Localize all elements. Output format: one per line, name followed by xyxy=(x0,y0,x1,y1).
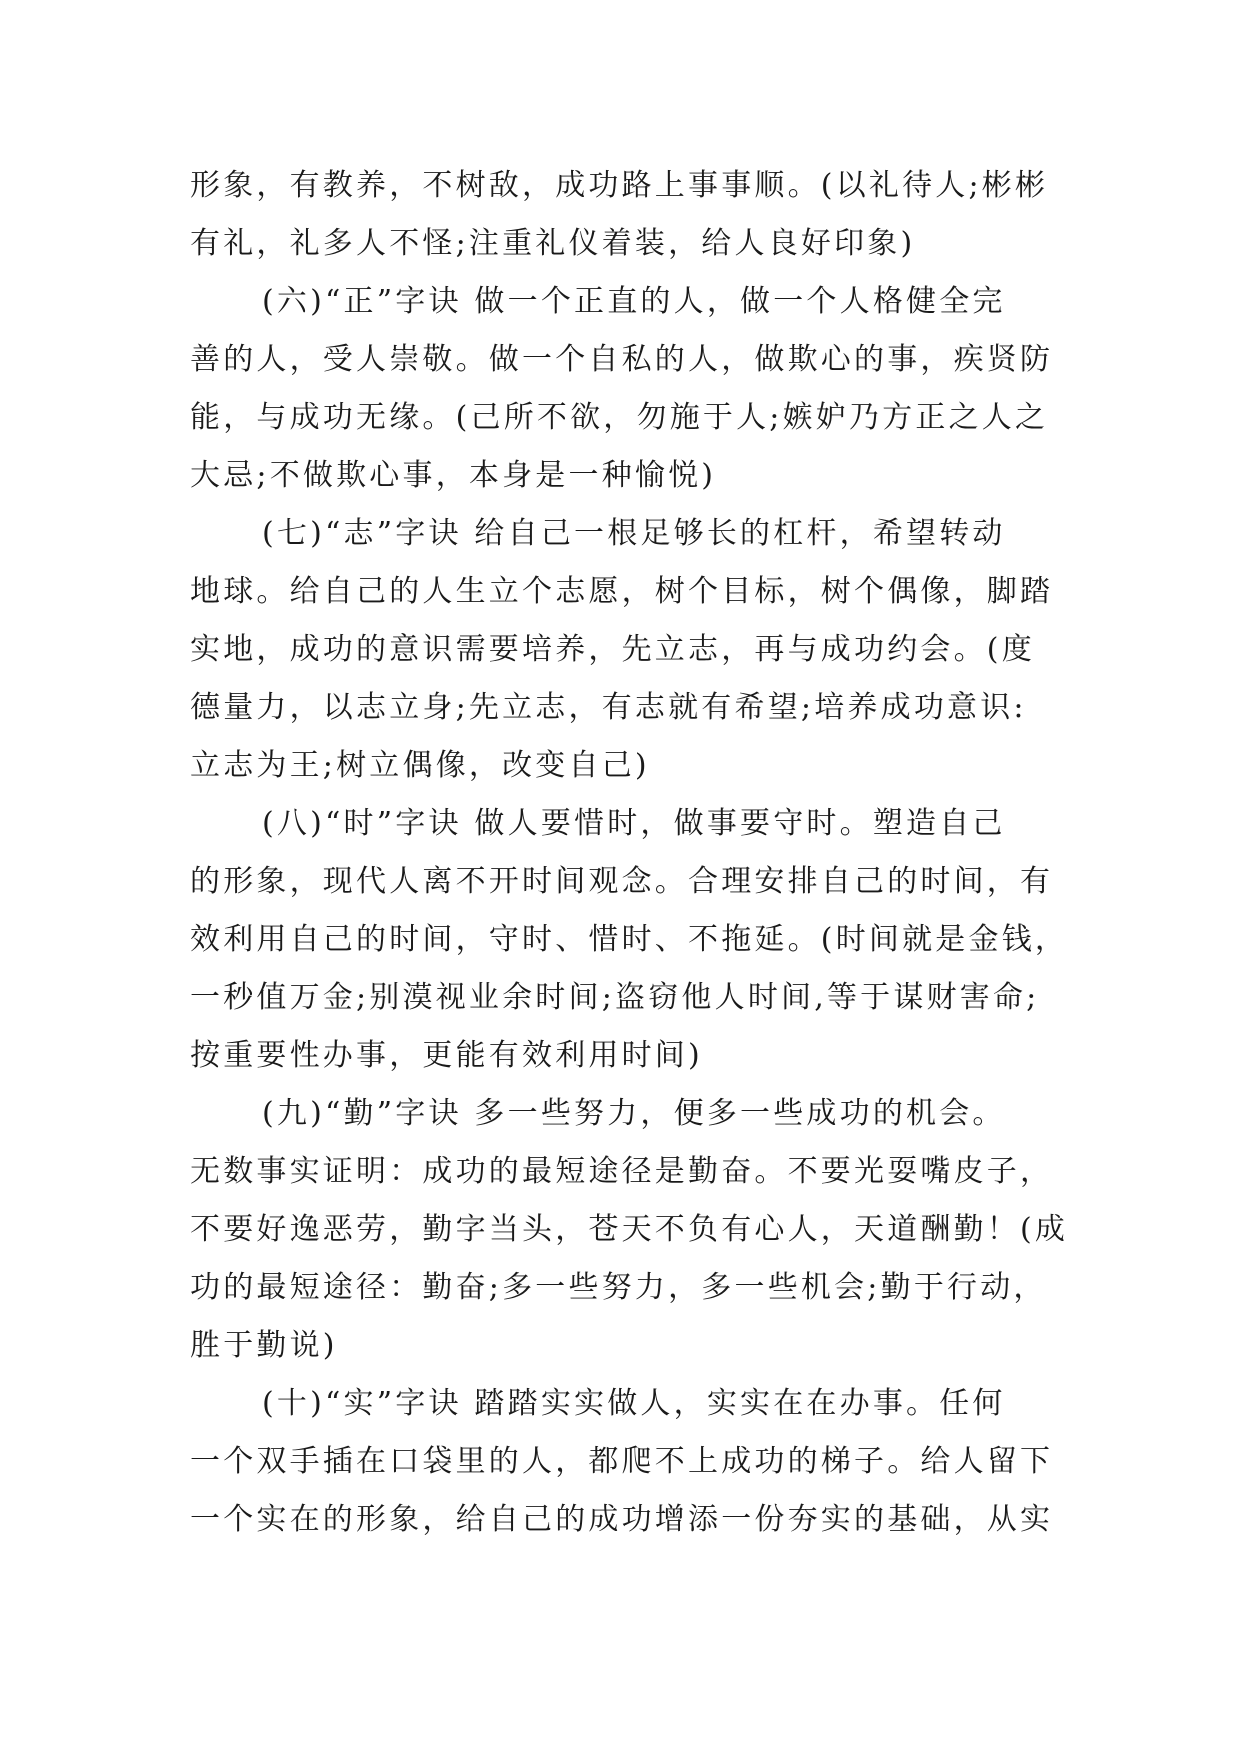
section-heading-line: (九)“勤”字诀 多一些努力，便多一些成功的机会。 xyxy=(262,1096,1006,1131)
text-line: 一个双手插在口袋里的人，都爬不上成功的梯子。给人留下 xyxy=(190,1444,1054,1479)
section-heading-line: (六)“正”字诀 做一个正直的人，做一个人格健全完 xyxy=(262,284,1006,319)
text-line: 不要好逸恶劳，勤字当头，苍天不负有心人，天道酬勤！(成 xyxy=(190,1212,1069,1247)
section-heading-line: (七)“志”字诀 给自己一根足够长的杠杆，希望转动 xyxy=(262,516,1006,551)
text-line: 有礼，礼多人不怪;注重礼仪着装，给人良好印象) xyxy=(190,226,916,261)
text-line: 能，与成功无缘。(己所不欲，勿施于人;嫉妒乃方正之人之 xyxy=(190,400,1049,435)
text-line: 的形象，现代人离不开时间观念。合理安排自己的时间，有 xyxy=(190,864,1054,899)
text-line: 形象，有教养，不树敌，成功路上事事顺。(以礼待人;彬彬 xyxy=(190,168,1049,203)
text-line: 实地，成功的意识需要培养，先立志，再与成功约会。(度 xyxy=(190,632,1035,667)
text-line: 一个实在的形象，给自己的成功增添一份夯实的基础，从实 xyxy=(190,1502,1054,1537)
section-heading-line: (十)“实”字诀 踏踏实实做人，实实在在办事。任何 xyxy=(262,1386,1006,1421)
text-line: 大忌;不做欺心事，本身是一种愉悦) xyxy=(190,458,717,493)
section-heading-line: (八)“时”字诀 做人要惜时，做事要守时。塑造自己 xyxy=(262,806,1006,841)
text-line: 立志为王;树立偶像，改变自己) xyxy=(190,748,650,783)
text-line: 善的人，受人崇敬。做一个自私的人，做欺心的事，疾贤防 xyxy=(190,342,1054,377)
text-line: 胜于勤说) xyxy=(190,1328,338,1363)
text-line: 德量力，以志立身;先立志，有志就有希望;培养成功意识: xyxy=(190,690,1027,725)
text-line: 一秒值万金;别漠视业余时间;盗窃他人时间,等于谋财害命; xyxy=(190,980,1040,1015)
text-line: 功的最短途径：勤奋;多一些努力，多一些机会;勤于行动， xyxy=(190,1270,1047,1305)
text-line: 按重要性办事，更能有效利用时间) xyxy=(190,1038,703,1073)
text-line: 地球。给自己的人生立个志愿，树个目标，树个偶像，脚踏 xyxy=(190,574,1054,609)
text-line: 效利用自己的时间，守时、惜时、不拖延。(时间就是金钱， xyxy=(190,922,1069,957)
text-line: 无数事实证明：成功的最短途径是勤奋。不要光耍嘴皮子， xyxy=(190,1154,1054,1189)
